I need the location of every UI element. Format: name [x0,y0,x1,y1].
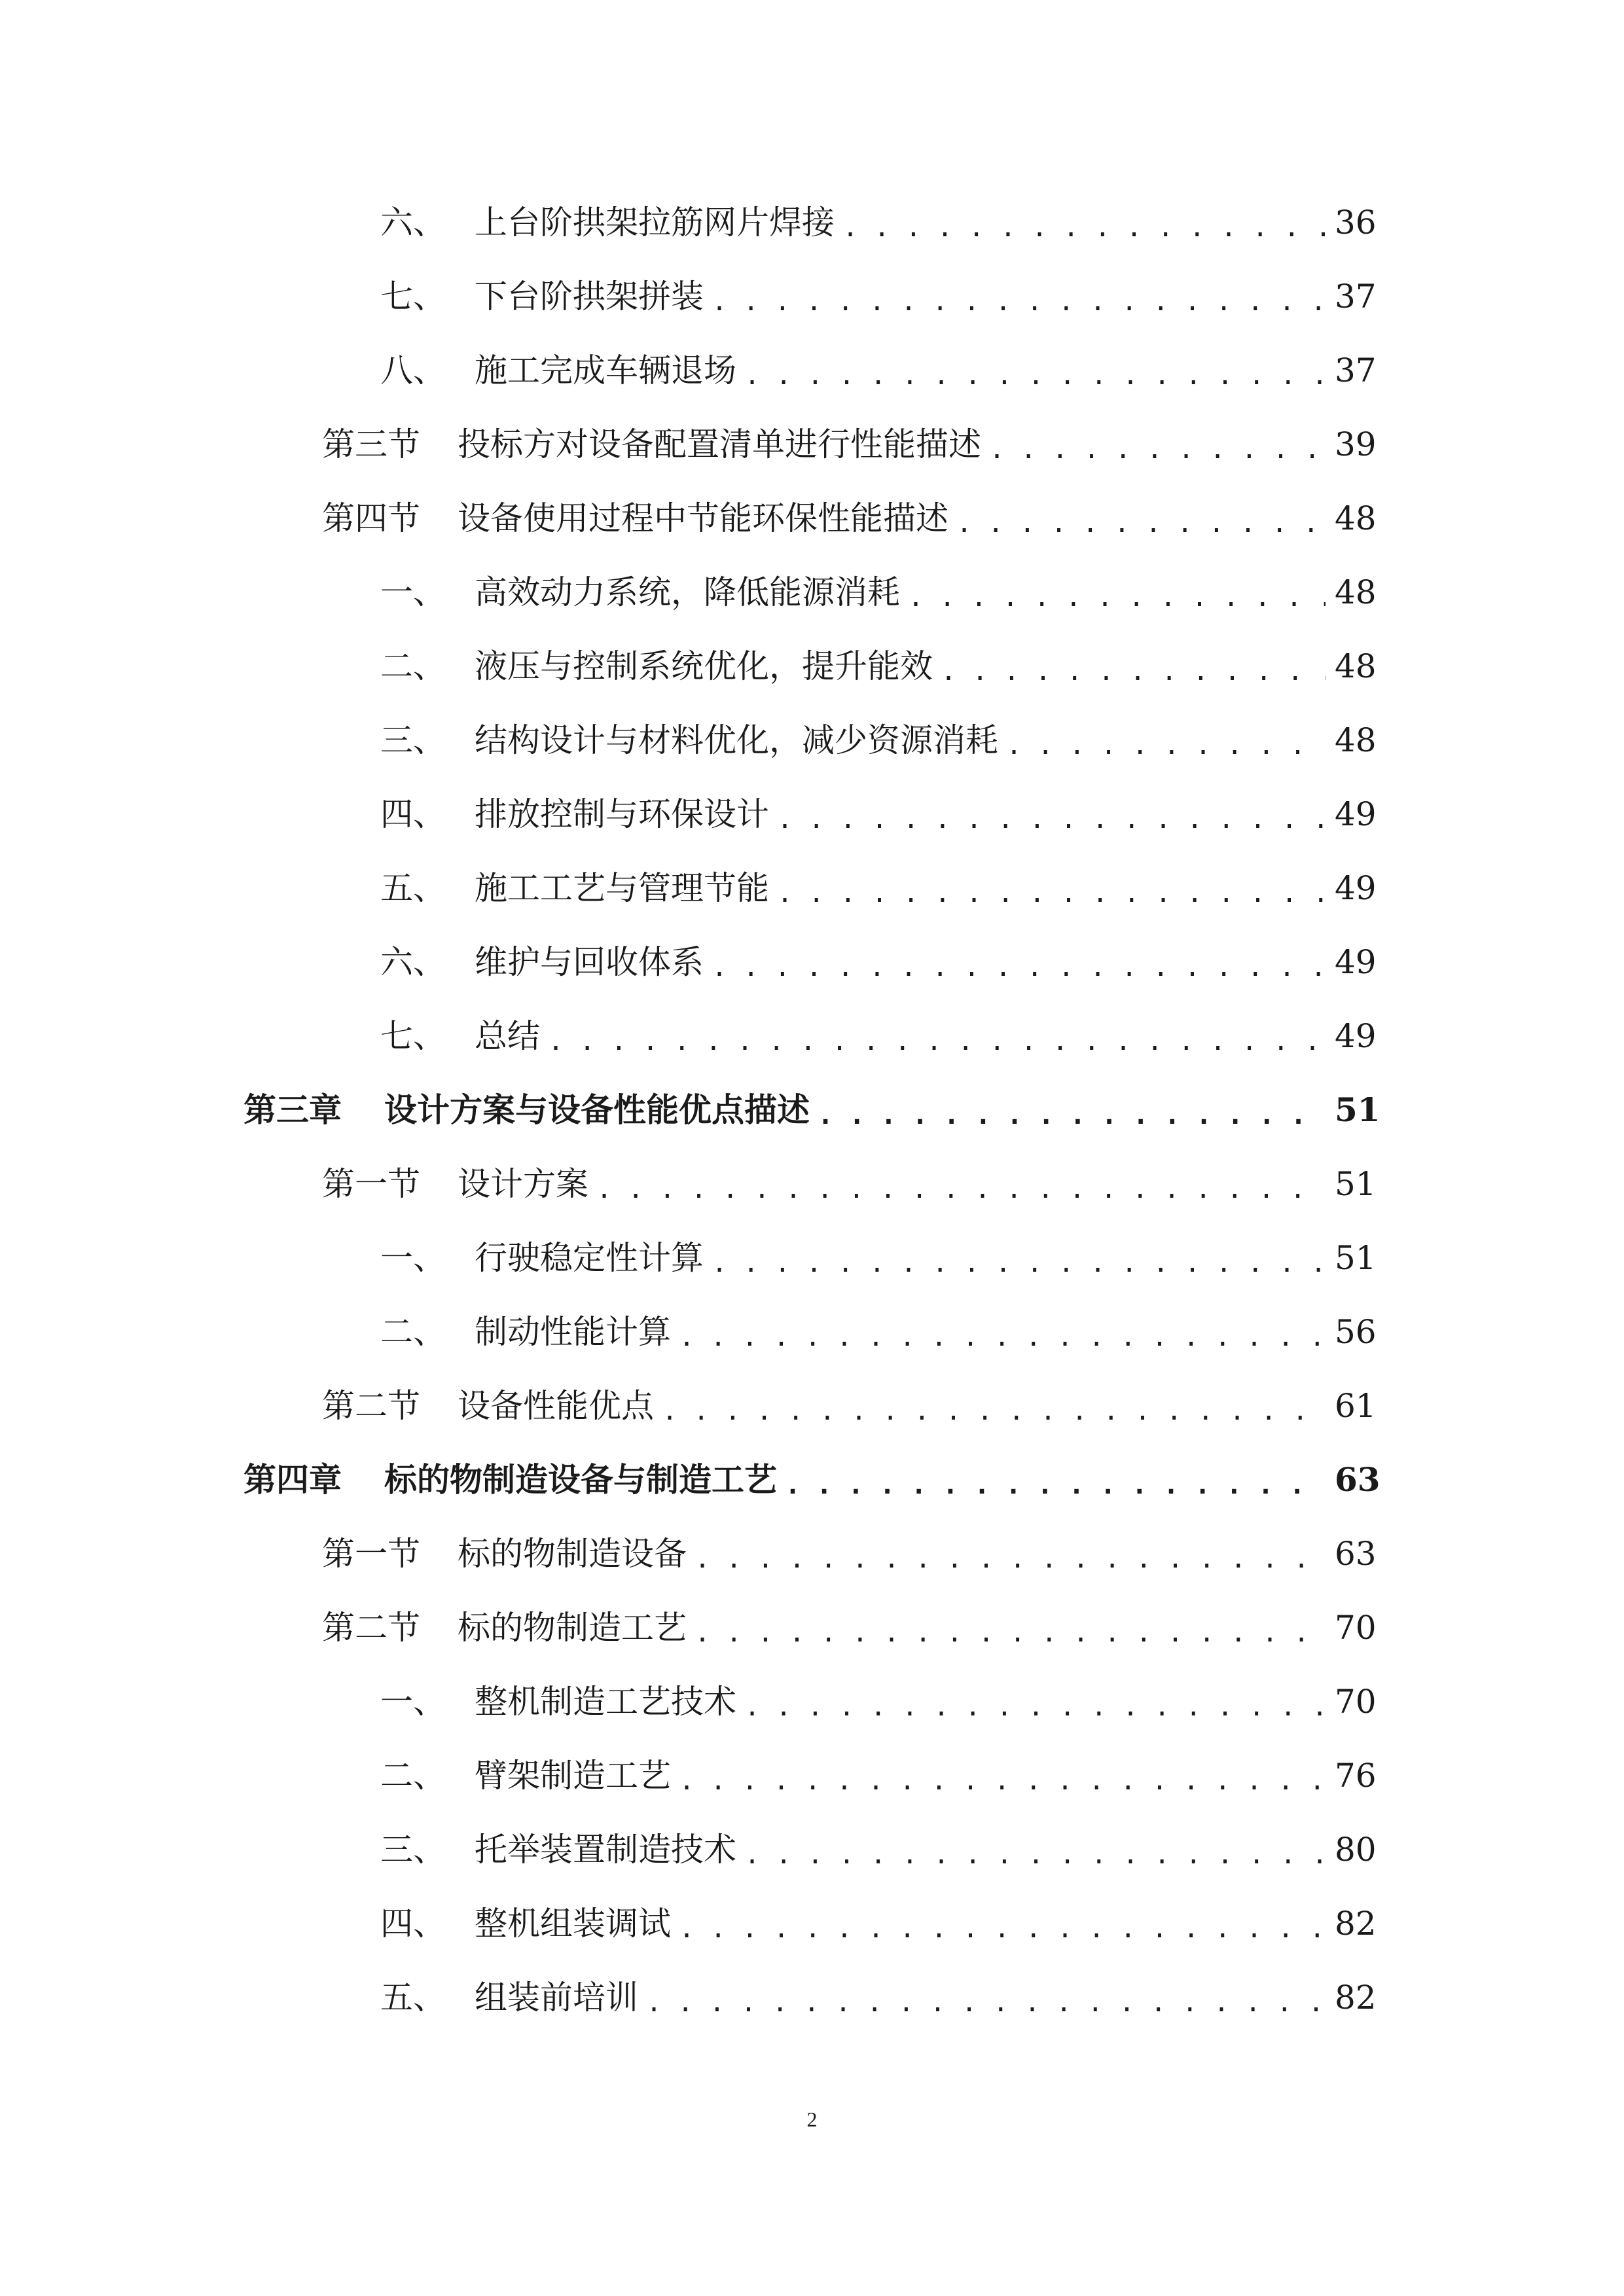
toc-entry-page: 82 [1335,1979,1377,2017]
toc-entry[interactable] [322,1595,1375,1660]
toc-entry-page: 51 [1335,1165,1377,1203]
toc-entry[interactable] [380,1003,1375,1069]
toc-entry-page: 51 [1335,1090,1380,1129]
toc-entry-title: 投标方对设备配置清单进行性能描述 [458,425,981,463]
toc-entry-page: 48 [1335,721,1377,759]
toc-entry-marker: 二、 [380,647,446,685]
toc-dot-leader [548,1028,1326,1054]
toc-dot-leader [712,1250,1326,1276]
toc-entry-page: 63 [1335,1460,1380,1499]
toc-entry-marker: 三、 [380,721,446,759]
toc-dot-leader [744,363,1326,389]
toc-entry-title: 上台阶拱架拉筋网片焊接 [475,204,835,242]
toc-entry-title: 施工完成车辆退场 [475,351,736,389]
toc-dot-leader [1006,732,1326,759]
toc-dot-leader [908,584,1326,611]
toc-entry-marker: 第二节 [322,1387,420,1425]
toc-entry-marker: 七、 [380,1017,446,1055]
toc-entry[interactable] [380,781,1375,847]
toc-entry-title: 总结 [475,1017,540,1055]
toc-entry-marker: 一、 [380,1239,446,1277]
toc-entry-page: 63 [1335,1535,1377,1573]
toc-entry-title: 结构设计与材料优化，减少资源消耗 [475,721,998,759]
toc-entry-page: 70 [1335,1683,1377,1721]
toc-entry[interactable] [380,929,1375,995]
toc-entry-page: 48 [1335,647,1377,685]
toc-entry-title: 设计方案与设备性能优点描述 [384,1090,810,1129]
toc-entry-page: 48 [1335,573,1377,611]
toc-entry-title: 排放控制与环保设计 [475,795,769,833]
toc-entry[interactable] [380,190,1375,255]
toc-entry-page: 39 [1335,425,1377,463]
toc-dot-leader [712,954,1326,980]
toc-entry-marker: 六、 [380,943,446,981]
toc-entry[interactable] [380,708,1375,773]
toc-entry-marker: 七、 [380,278,446,315]
toc-entry-marker: 第四章 [244,1460,342,1499]
toc-entry-title: 设备使用过程中节能环保性能描述 [458,499,948,537]
toc-entry-page: 49 [1335,795,1377,833]
toc-entry-title: 标的物制造设备 [458,1535,687,1573]
toc-entry-marker: 第三节 [322,425,420,463]
toc-dot-leader [956,511,1326,537]
toc-entry[interactable] [380,634,1375,699]
toc-entry[interactable] [380,1299,1375,1365]
toc-entry[interactable] [380,1743,1375,1808]
toc-entry[interactable] [322,1521,1375,1587]
toc-dot-leader [842,215,1326,241]
toc-entry[interactable] [380,855,1375,921]
toc-entry-marker: 六、 [380,204,446,242]
toc-entry[interactable] [322,1151,1375,1217]
toc-entry-title: 组装前培训 [475,1979,638,2017]
toc-dot-leader [777,880,1326,906]
toc-entry-marker: 第三章 [244,1090,342,1129]
toc-dot-leader [596,1176,1326,1202]
toc-entry-page: 48 [1335,499,1377,537]
toc-entry-page: 37 [1335,278,1377,315]
toc-entry-title: 设备性能优点 [458,1387,654,1425]
toc-entry[interactable] [322,1373,1375,1439]
toc-entry-marker: 四、 [380,795,446,833]
toc-entry-marker: 二、 [380,1313,446,1351]
toc-entry-marker: 一、 [380,573,446,611]
toc-entry[interactable] [380,1225,1375,1291]
toc-entry[interactable] [322,486,1375,551]
toc-entry-marker: 三、 [380,1831,446,1869]
toc-entry-title: 行驶稳定性计算 [475,1239,704,1277]
toc-entry[interactable] [380,1669,1375,1734]
toc-entry-page: 82 [1335,1905,1377,1943]
toc-entry-title: 臂架制造工艺 [475,1757,671,1795]
toc-entry-marker: 五、 [380,1979,446,2017]
page-number: 2 [806,2108,818,2131]
toc-entry-title: 维护与回收体系 [475,943,704,981]
toc-entry-title: 托举装置制造技术 [475,1831,736,1869]
toc-dot-leader [989,437,1326,463]
toc-entry-page: 36 [1335,204,1377,242]
toc-dot-leader [695,1546,1326,1572]
toc-entry[interactable] [380,1965,1375,2030]
toc-entry-page: 49 [1335,943,1377,981]
toc-dot-leader [785,1472,1326,1498]
toc-dot-leader [941,658,1326,685]
toc-entry-title: 制动性能计算 [475,1313,671,1351]
toc-dot-leader [679,1768,1326,1794]
toc-entry-page: 49 [1335,869,1377,907]
toc-entry-marker: 五、 [380,869,446,907]
toc-entry-page: 37 [1335,351,1377,389]
toc-entry-page: 56 [1335,1313,1377,1351]
toc-entry-title: 整机制造工艺技术 [475,1683,736,1721]
toc-entry-marker: 第一节 [322,1535,420,1573]
toc-entry-title: 设计方案 [458,1165,588,1203]
toc-entry-marker: 第二节 [322,1609,420,1647]
toc-entry-page: 51 [1335,1239,1377,1277]
toc-chapter-entry[interactable] [244,1447,1380,1513]
toc-entry-page: 76 [1335,1757,1377,1795]
toc-entry-title: 高效动力系统，降低能源消耗 [475,573,900,611]
toc-entry-page: 80 [1335,1831,1377,1869]
toc-entry-marker: 第一节 [322,1165,420,1203]
toc-entry-title: 施工工艺与管理节能 [475,869,769,907]
toc-entry-title: 标的物制造设备与制造工艺 [384,1460,777,1499]
toc-entry-marker: 八、 [380,351,446,389]
toc-entry[interactable] [380,1891,1375,1956]
toc-dot-leader [712,289,1326,315]
toc-entry-page: 61 [1335,1387,1377,1425]
toc-dot-leader [662,1398,1326,1424]
toc-dot-leader [744,1842,1326,1868]
toc-entry[interactable] [322,412,1375,477]
toc-entry[interactable] [380,264,1375,329]
toc-entry-marker: 二、 [380,1757,446,1795]
toc-dot-leader [695,1620,1326,1646]
toc-chapter-entry[interactable] [244,1077,1380,1143]
toc-entry-title: 下台阶拱架拼装 [475,278,704,315]
toc-entry-marker: 四、 [380,1905,446,1943]
toc-entry[interactable] [380,560,1375,625]
toc-entry[interactable] [380,1817,1375,1882]
toc-entry-title: 整机组装调试 [475,1905,671,1943]
toc-entry-title: 液压与控制系统优化，提升能效 [475,647,933,685]
toc-dot-leader [777,806,1326,833]
toc-entry-title: 标的物制造工艺 [458,1609,687,1647]
toc-dot-leader [744,1694,1326,1720]
toc-dot-leader [679,1324,1326,1350]
toc-dot-leader [646,1990,1326,2016]
toc-dot-leader [679,1916,1326,1942]
toc-entry-page: 70 [1335,1609,1377,1647]
toc-entry[interactable] [380,338,1375,403]
toc-entry-marker: 一、 [380,1683,446,1721]
toc-dot-leader [818,1102,1326,1128]
toc-entry-page: 49 [1335,1017,1377,1055]
toc-entry-marker: 第四节 [322,499,420,537]
